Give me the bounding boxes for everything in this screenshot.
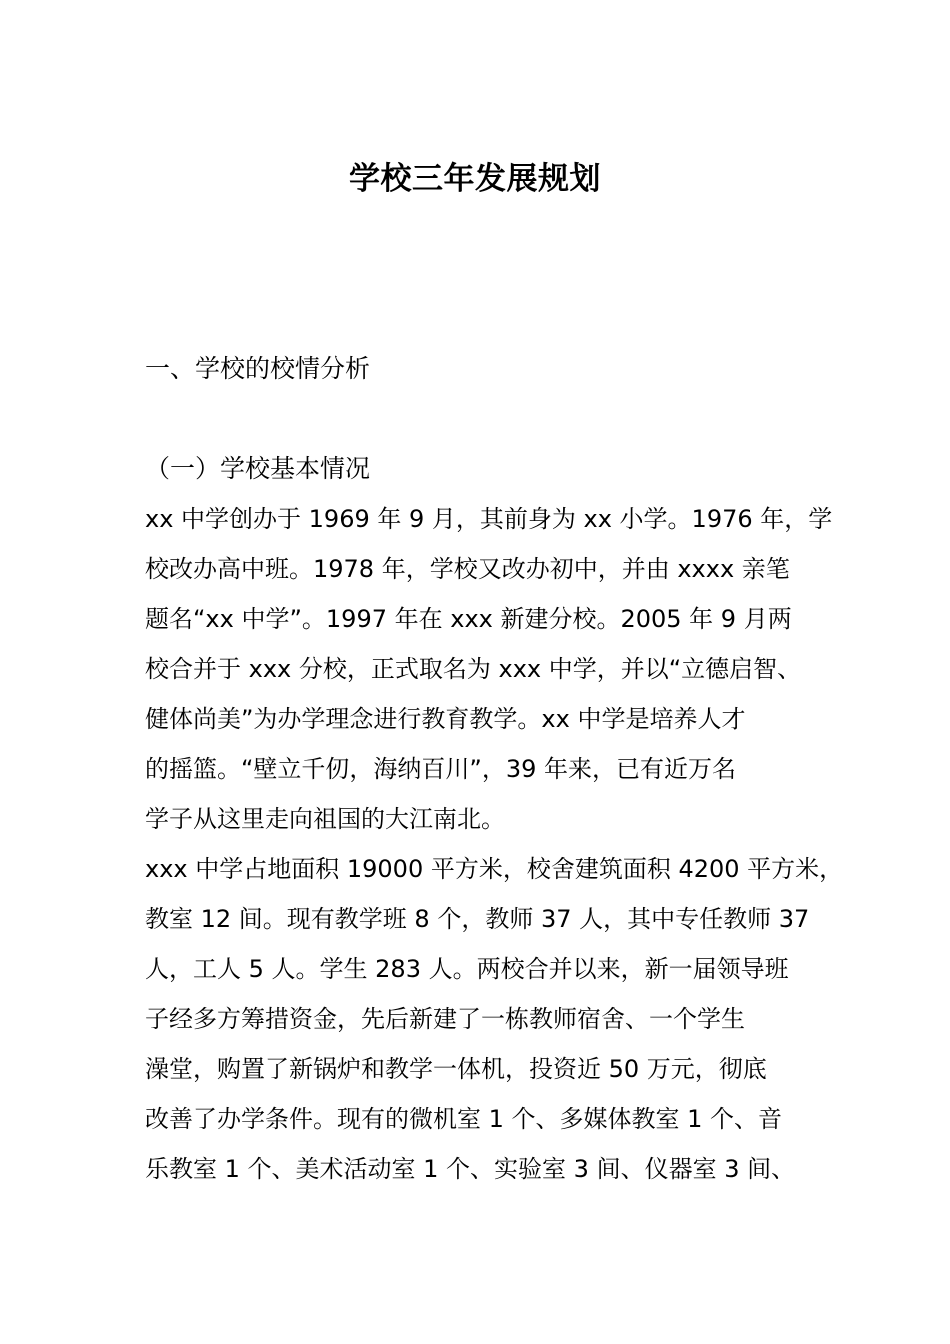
text-line: 人，工人 5 人。学生 283 人。两校合并以来，新一届领导班 — [145, 955, 789, 983]
text-line: xx 中学创办于 1969 年 9 月，其前身为 xx 小学。1976 年，学 — [145, 505, 833, 533]
document-title: 学校三年发展规划 — [349, 161, 601, 197]
text-line: 乐教室 1 个、美术活动室 1 个、实验室 3 间、仪器室 3 间、 — [145, 1155, 796, 1183]
section-heading: 一、学校的校情分析 — [145, 354, 371, 383]
text-line: 校合并于 xxx 分校，正式取名为 xxx 中学，并以“立德启智、 — [145, 655, 802, 683]
text-line: 校改办高中班。1978 年，学校又改办初中，并由 xxxx 亲笔 — [145, 555, 790, 583]
text-line: 健体尚美”为办学理念进行教育教学。xx 中学是培养人才 — [145, 705, 746, 733]
text-line: xxx 中学占地面积 19000 平方米，校舍建筑面积 4200 平方米， — [145, 855, 844, 883]
text-line: 的摇篮。“壁立千仞，海纳百川”，39 年来，已有近万名 — [145, 755, 737, 783]
text-line: 学子从这里走向祖国的大江南北。 — [145, 805, 505, 833]
text-line: 澡堂，购置了新锅炉和教学一体机，投资近 50 万元，彻底 — [145, 1055, 767, 1083]
body-text — [145, 500, 845, 1200]
text-line: 题名“xx 中学”。1997 年在 xxx 新建分校。2005 年 9 月两 — [145, 605, 792, 633]
text-line: 教室 12 间。现有教学班 8 个，教师 37 人，其中专任教师 37 — [145, 905, 810, 933]
sub-heading: （一）学校基本情况 — [145, 454, 371, 483]
text-line: 子经多方筹措资金，先后新建了一栋教师宿舍、一个学生 — [145, 1005, 745, 1033]
text-line: 改善了办学条件。现有的微机室 1 个、多媒体教室 1 个、音 — [145, 1105, 783, 1133]
